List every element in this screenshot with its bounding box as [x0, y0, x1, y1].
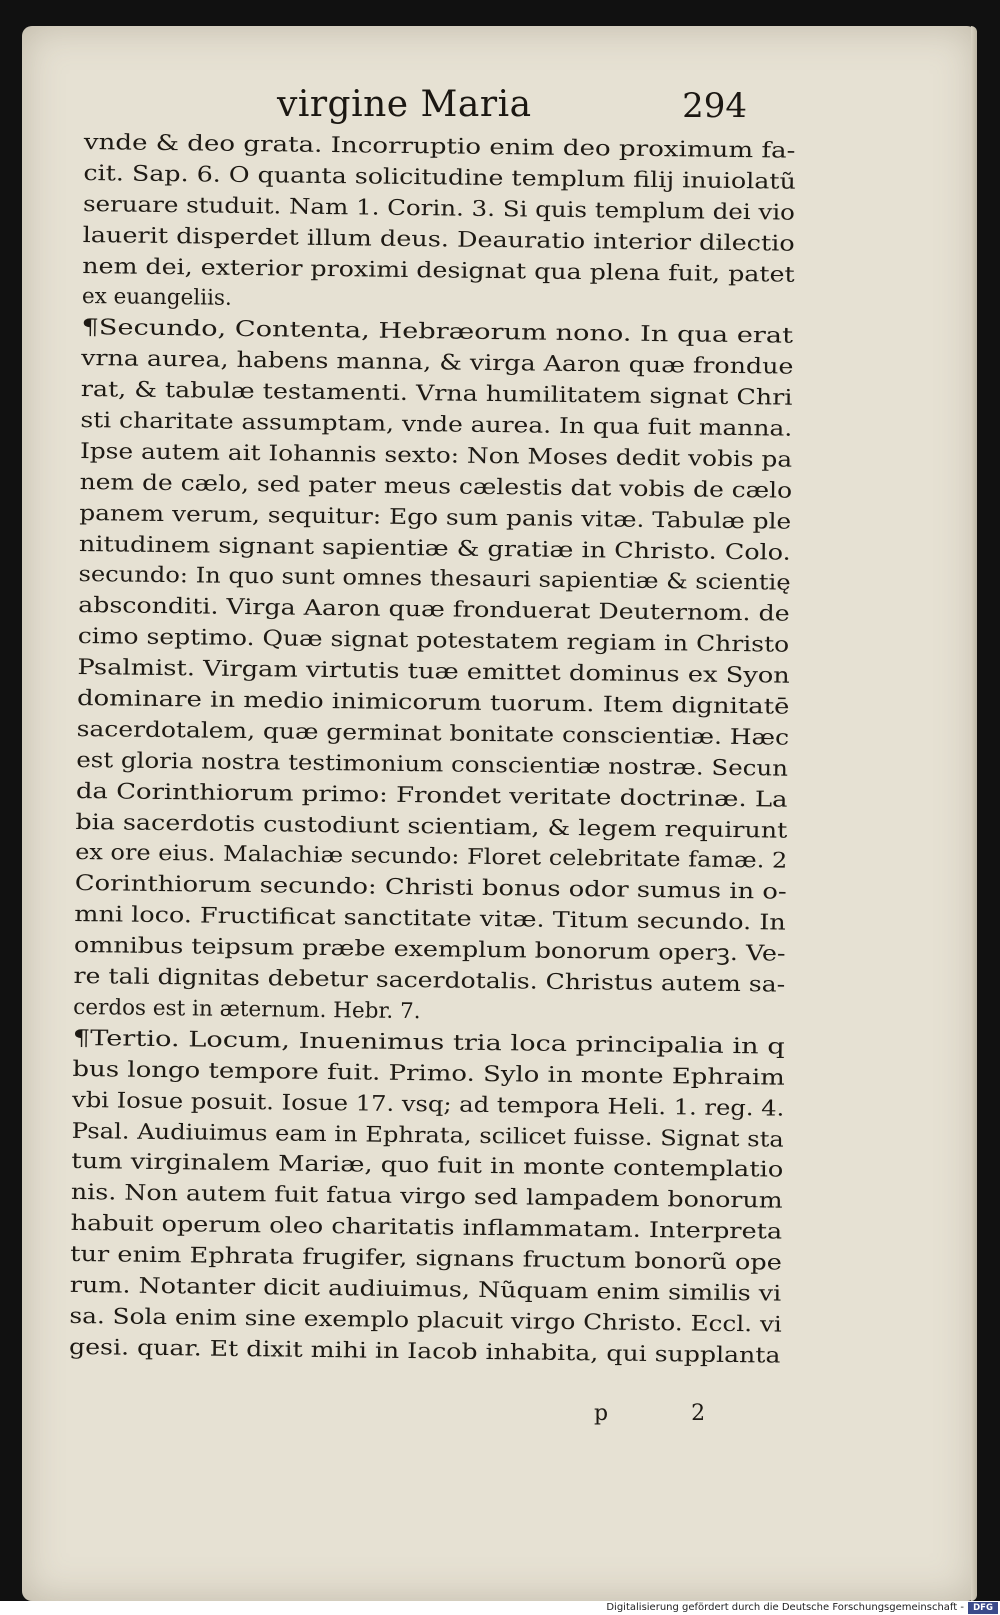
text-line: sacerdotalem, quæ germinat bonitate conscientiæ. Hæc: [76, 716, 790, 751]
text-line: nis. Non autem fuit fatua virgo sed lampadem bonorum: [70, 1180, 783, 1214]
text-line: nem dei, exterior proximi designat qua plena fuit, patet: [82, 253, 795, 288]
text-line: nitudinem signant sapientiæ & gratiæ in Christo. Colo.: [78, 531, 791, 566]
text-line: gesi. quar. Et dixit mihi in Iacob inhabita, qui supplanta: [68, 1334, 781, 1369]
text-line: bia sacerdotis custodiunt scientiam, & legem requirunt: [75, 809, 788, 844]
running-head: [277, 84, 747, 130]
text-line: vbi Iosue posuit. Iosue 17. vsq; ad tempora Heli. 1. reg. 4.: [71, 1087, 785, 1122]
page-number: 294: [682, 86, 747, 126]
text-line: ex ore eius. Malachiæ secundo: Floret celebritate famæ. 2: [74, 840, 788, 875]
text-line: nem de cælo, sed pater meus cælestis dat vobis de cælo: [79, 469, 793, 504]
text-line: Psal. Audiuimus eam in Ephrata, scilicet fuisse. Signat sta: [71, 1118, 784, 1153]
text-line: omnibus teipsum præbe exemplum bonorum operꝫ. Ve-: [73, 933, 786, 967]
text-line: rum. Notanter dicit audiuimus, Nũquam enim similis vi: [69, 1272, 782, 1307]
text-line: ¶Secundo, Contenta, Hebræorum nono. In qua erat: [81, 315, 794, 350]
digitization-footer: [0, 1601, 1000, 1615]
text-line: tur enim Ephrata frugifer, signans fructum bonorũ ope: [70, 1241, 783, 1276]
text-line: dominare in medio inimicorum tuorum. Item dignitatē: [76, 685, 790, 720]
signature-mark: p 2: [594, 1401, 744, 1426]
text-line: est gloria nostra testimonium conscientiæ nostræ. Secun: [76, 747, 789, 782]
text-line: rat, & tabulæ testamenti. Vrna humilitatem signat Chri: [80, 377, 793, 411]
text-line: absconditi. Virga Aaron quæ fronduerat Deuternom. de: [78, 593, 790, 628]
text-line: re tali dignitas debetur sacerdotalis. Christus autem sa-: [73, 963, 786, 998]
text-line: da Corinthiorum primo: Frondet veritate doctrinæ. La: [75, 778, 788, 813]
text-line: vnde & deo grata. Incorruptio enim deo proximum fa-: [83, 129, 796, 164]
text-line: sti charitate assumptam, vnde aurea. In qua fuit manna.: [80, 407, 793, 442]
dfg-logo: DFG: [968, 1602, 998, 1614]
body-text: [69, 128, 796, 1372]
running-title: virgine Maria: [277, 84, 532, 125]
text-line: sa. Sola enim sine exemplo placuit virgo Christo. Eccl. vi: [69, 1303, 782, 1338]
text-line: vrna aurea, habens manna, & virga Aaron quæ frondue: [81, 346, 794, 380]
text-line: cimo septimo. Quæ signat potestatem regiam in Christo: [77, 624, 790, 658]
text-line: ex euangeliis.: [81, 284, 232, 312]
text-line: cit. Sap. 6. O quanta solicitudine templum filij inuiolatũ: [83, 160, 797, 195]
text-line: Corinthiorum secundo: Christi bonus odor sumus in o-: [74, 871, 787, 906]
page-edge: [971, 26, 977, 1601]
footer-credit: Digitalisierung gefördert durch die Deutsche Forschungsgemeinschaft -: [606, 1602, 964, 1613]
text-line: lauerit disperdet illum deus. Deauratio interior dilectio: [82, 222, 795, 257]
text-line: panem verum, sequitur: Ego sum panis vitæ. Tabulæ ple: [79, 500, 792, 535]
text-line: habuit operum oleo charitatis inflammatam. Interpreta: [70, 1211, 783, 1245]
text-line: tum virginalem Mariæ, quo fuit in monte contemplatio: [71, 1149, 784, 1184]
text-line: seruare studuit. Nam 1. Corin. 3. Si quis templum dei vio: [82, 191, 796, 226]
text-line: Psalmist. Virgam virtutis tuæ emittet dominus ex Syon: [77, 655, 790, 689]
text-line: mni loco. Fructificat sanctitate vitæ. Titum secundo. In: [74, 902, 786, 936]
text-line: secundo: In quo sunt omnes thesauri sapientiæ & scientię: [78, 562, 791, 597]
text-line: Ipse autem ait Iohannis sexto: Non Moses dedit vobis pa: [79, 438, 793, 473]
text-line: cerdos est in æternum. Hebr. 7.: [73, 994, 421, 1025]
text-line: ¶Tertio. Locum, Inuenimus tria loca principalia in q: [72, 1025, 785, 1060]
book-page: [22, 26, 977, 1601]
text-line: bus longo tempore fuit. Primo. Sylo in monte Ephraim: [72, 1056, 786, 1091]
